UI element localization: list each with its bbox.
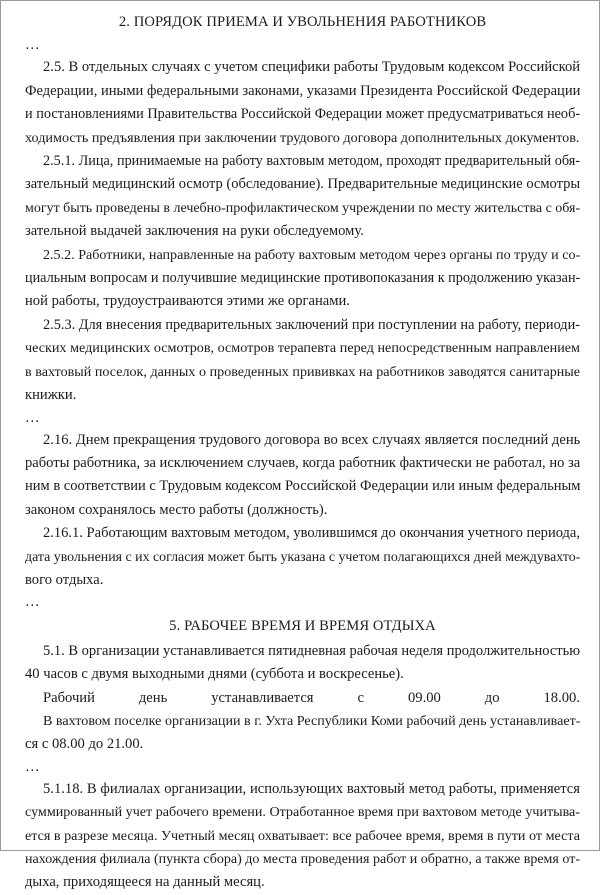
paragraph-line: Рабочий день устанавливается с 09.00 до 18.00. xyxy=(43,689,580,706)
paragraph-line: 2.5.2. Работники, направленные на работу вахтовым методом через органы по труду и со- xyxy=(43,246,581,263)
paragraph-line: зательной выдачей заключения на руки обследуемому. xyxy=(25,223,364,240)
paragraph-5-1-18 xyxy=(25,778,580,895)
paragraph-line: книжки. xyxy=(25,387,77,404)
paragraph-line: 2.5. В отдельных случаях с учетом специфики работы Трудовым кодексом Российской xyxy=(43,59,581,76)
ellipsis: … xyxy=(25,594,40,611)
paragraph-line: вого отдыха. xyxy=(25,571,104,588)
paragraph-line: зательный медицинский осмотр (обследование). Предварительные медицинские осмотры xyxy=(25,176,581,193)
ellipsis: … xyxy=(25,758,40,775)
paragraph-2-5-3 xyxy=(25,314,580,408)
paragraph-line: 2.5.3. Для внесения предварительных заключений при поступлении на работу, периоди- xyxy=(43,316,580,333)
paragraph-line: ходимость предъявления при заключении трудового договора дополнительных документов. xyxy=(25,129,580,146)
paragraph-settlement xyxy=(25,710,580,757)
paragraph-line: ной работы, трудоустраиваются этими же органами. xyxy=(25,293,350,310)
paragraph-line: циальным вопросам и получившие медицинские противопоказания к продолжению указан- xyxy=(25,270,581,287)
paragraph-line: дыха, приходящееся на данный месяц. xyxy=(25,874,265,891)
paragraph-line: ческих медицинских осмотров, осмотров терапевта перед непосредственным направлением xyxy=(25,340,580,357)
paragraph-line: 5.1.18. В филиалах организации, использующих вахтовый метод работы, применяется xyxy=(43,780,580,797)
section-2-heading: 2. ПОРЯДОК ПРИЕМА И УВОЛЬНЕНИЯ РАБОТНИКОВ xyxy=(118,14,487,30)
paragraph-5-1 xyxy=(25,640,580,687)
paragraph-2-5 xyxy=(25,56,580,150)
paragraph-line: 2.5.1. Лица, принимаемые на работу вахтовым методом, проходят предварительный обя- xyxy=(43,153,580,170)
paragraph-line: 2.16.1. Работающим вахтовым методом, уволившимся до окончания учетного периода, xyxy=(43,525,581,542)
paragraph-line: 5.1. В организации устанавливается пятидневная рабочая неделя продолжительностью xyxy=(43,642,581,659)
paragraph-2-5-2 xyxy=(25,244,580,314)
paragraph-line: работы работника, за исключением случаев, когда работник фактически не работал, но за xyxy=(25,454,581,471)
paragraph-line: 40 часов с двумя выходными днями (суббота и воскресенье). xyxy=(25,666,404,683)
paragraph-line: нахождения филиала (пункта сбора) до места проведения работ и обратно, а также время от- xyxy=(25,852,580,867)
paragraph-line: дата увольнения с их согласия может быть указана с учетом полагающихся дней междувахто- xyxy=(25,549,581,565)
ellipsis: … xyxy=(25,37,40,54)
paragraph-line: могут быть проведены в лечебно-профилактическом учреждении по месту жительства с обя- xyxy=(25,200,581,216)
paragraph-line: и постановлениями Правительства Российской Федерации может предусматриваться необ- xyxy=(25,106,581,123)
paragraph-2-16-1 xyxy=(25,522,580,592)
paragraph-line: законом сохранялось место работы (должность). xyxy=(25,501,328,518)
ellipsis: … xyxy=(25,409,40,426)
paragraph-workday xyxy=(25,687,580,710)
paragraph-line: ется в разрезе месяца. Учетный месяц охватывает: все рабочее время, время в пути от места xyxy=(25,827,580,844)
paragraph-line: Федерации, иными федеральными законами, указами Президента Российской Федерации xyxy=(25,82,581,99)
paragraph-line: суммированный учет рабочего времени. Отработанное время при вахтовом методе учитыва- xyxy=(25,804,580,821)
section-5-heading: 5. РАБОЧЕЕ ВРЕМЯ И ВРЕМЯ ОТДЫХА xyxy=(169,618,436,635)
paragraph-line: ся с 08.00 до 21.00. xyxy=(25,736,144,753)
paragraph-line: ним в соответствии с Трудовым кодексом Российской Федерации или иным федеральным xyxy=(25,478,581,495)
paragraph-line: в вахтовый поселок, данных о проведенных прививках на работников заводятся санитарные xyxy=(25,363,580,380)
paragraph-line: В вахтовом поселке организации в г. Ухта Республики Коми рабочий день устанавливает- xyxy=(43,712,581,729)
paragraph-line: 2.16. Днем прекращения трудового договора во всех случаях является последний день xyxy=(43,431,581,448)
paragraph-2-5-1 xyxy=(25,150,580,244)
paragraph-2-16 xyxy=(25,429,580,523)
